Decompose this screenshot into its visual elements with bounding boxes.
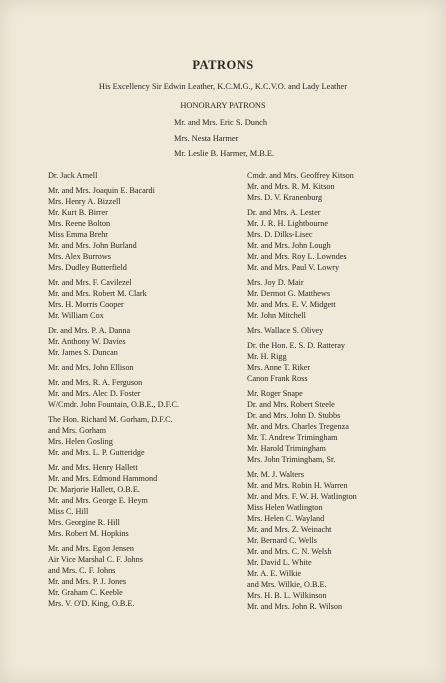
patron-name: Mr. and Mrs. R. M. Kitson [247, 182, 335, 191]
patron-name: Dr. Marjorie Hallett, O.B.E. [48, 485, 140, 494]
honorary-patron: Mrs. Nesta Harmer [174, 133, 239, 143]
patron-name: Mrs. Helen Gosling [48, 437, 113, 446]
honorary-patrons-heading: HONORARY PATRONS [180, 101, 266, 110]
patron-name: Mrs. John Trimingham, Sr. [247, 455, 336, 464]
patron-name: Mr. Harold Trimingham [247, 444, 326, 453]
patron-name: Mr. and Mrs. R. A. Ferguson [48, 378, 143, 387]
patron-name: Mr. and Mrs. Henry Hallett [48, 463, 138, 472]
patron-name: Mr. and Mrs. Charles Tregenza [247, 422, 349, 431]
patron-name: Mr. and Mrs. L. P. Gutteridge [48, 448, 145, 457]
patron-name: Mrs. H. B. L. Wilkinson [247, 591, 327, 600]
patron-name: Mr. M. J. Walters [247, 470, 304, 479]
patrons-right-column [247, 170, 442, 612]
patron-name: Mr. and Mrs. F. W. H. Watlington [247, 492, 357, 501]
patron-name: Dr. and Mrs. A. Lester [247, 208, 321, 217]
patron-name: Mrs. Alex Burrows [48, 252, 111, 261]
patron-name: Mr. and Mrs. George E. Heym [48, 496, 148, 505]
patron-name: Cmdr. and Mrs. Geoffrey Kitson [247, 171, 354, 180]
patron-name: Mrs. D. Dilks-Lisec [247, 230, 313, 239]
patron-name: Mr. and Mrs. Paul V. Lowry [247, 263, 340, 272]
patron-name: Mrs. Joy D. Mair [247, 278, 304, 287]
patron-name: Mr. and Mrs. Roy L. Lowndes [247, 252, 347, 261]
patron-name: Mrs. Reene Bolton [48, 219, 111, 228]
patron-name: Mr. H. Rigg [247, 352, 287, 361]
patron-name: Mr. William Cox [48, 311, 104, 320]
patron-name: W/Cmdr. John Fountain, O.B.E., D.F.C. [48, 400, 180, 409]
patron-name: Mrs. Wallace S. Olivey [247, 326, 324, 335]
patron-name: Mr. J. R. H. Lightbourne [247, 219, 328, 228]
patron-name: and Mrs. Gorham [48, 426, 106, 435]
patron-name: Mr. and Mrs. John Ellison [48, 363, 134, 372]
patron-name: Mr. Kurt B. Birrer [48, 208, 108, 217]
patron-name: Mr. Graham C. Keeble [48, 588, 123, 597]
patron-name: Mr. and Mrs. John Burland [48, 241, 137, 250]
patron-name: Mr. and Mrs. Edmond Hammond [48, 474, 158, 483]
honorary-patron: Mr. and Mrs. Eric S. Dunch [174, 118, 268, 127]
patron-name: Mr. and Mrs. Alec D. Foster [48, 389, 141, 398]
patron-name: Mr. and Mrs. P. J. Jones [48, 577, 127, 586]
patron-name: Mr. Bernard C. Wells [247, 536, 317, 545]
patron-name: Mr. and Mrs. Z. Weinacht [247, 525, 332, 534]
patron-name: Dr. Jack Arnell [48, 171, 98, 180]
patron-name: Mr. David L. White [247, 558, 312, 567]
patron-name: Mr. and Mrs. Joaquin E. Bacardi [48, 186, 155, 195]
patron-name: Mrs. Georgine R. Hill [48, 518, 120, 527]
patron-name: Mr. Roger Snape [247, 389, 303, 398]
patron-name: Mr. and Mrs. Robin H. Warren [247, 481, 348, 490]
patron-name: Mrs. H. Morris Cooper [48, 300, 124, 309]
patron-name: Mrs. Helen C. Wayland [247, 514, 325, 523]
patron-name: Dr. and Mrs. P. A. Danna [48, 326, 131, 335]
patron-name: Canon Frank Ross [247, 374, 308, 383]
page-title: PATRONS [192, 58, 254, 72]
patron-name: Mrs. Anne T. Riker [247, 363, 311, 372]
patron-name: Mr. and Mrs. E. V. Midgett [247, 300, 336, 309]
patron-name: Dr. the Hon. E. S. D. Ratteray [247, 341, 346, 350]
patrons-left-column [48, 170, 243, 609]
patron-name: Mrs. Henry A. Bizzell [48, 197, 121, 206]
patron-name: Mr. and Mrs. Robert M. Clark [48, 289, 147, 298]
patron-name: Mr. and Mrs. Egon Jensen [48, 544, 134, 553]
patron-name: Miss C. Hill [48, 507, 89, 516]
honorary-patron: Mr. Leslie B. Harmer, M.B.E. [174, 149, 275, 158]
patron-name: Miss Emma Brehr [48, 230, 109, 239]
patron-name: Mr. John Mitchell [247, 311, 306, 320]
patron-name: Dr. and Mrs. John D. Stubbs [247, 411, 341, 420]
patron-name: Mr. and Mrs. John R. Wilson [247, 602, 343, 611]
patron-name: Mrs. Robert M. Hopkins [48, 529, 129, 538]
patron-name: Mrs. D. V. Kranenburg [247, 193, 323, 202]
honorary-patrons-list [174, 115, 374, 162]
patron-name: Mr. Dermot G. Matthews [247, 289, 331, 298]
patron-name: Mr. T. Andrew Trimingham [247, 433, 338, 442]
patron-name: and Mrs. C. F. Johns [48, 566, 116, 575]
patron-name: Air Vice Marshal C. F. Johns [48, 555, 143, 564]
patron-name: Mr. and Mrs. John Lough [247, 241, 331, 250]
patron-name: Mrs. V. O'D. King, O.B.E. [48, 599, 135, 608]
patron-name: Mr. and Mrs. F. Cavilezel [48, 278, 132, 287]
patron-name: Mr. James S. Duncan [48, 348, 118, 357]
principal-patrons: His Excellency Sir Edwin Leather, K.C.M.G., K.C.V.O. and Lady Leather [98, 82, 348, 91]
patron-name: and Mrs. Wilkie, O.B.E. [247, 580, 327, 589]
patron-name: Miss Helen Watlington [247, 503, 323, 512]
patron-name: Mrs. Dudley Butterfield [48, 263, 127, 272]
patron-name: Dr. and Mrs. Robert Steele [247, 400, 335, 409]
patron-name: Mr. A. E. Wilkie [247, 569, 302, 578]
patron-name: Mr. and Mrs. C. N. Welsh [247, 547, 332, 556]
patron-name: Mr. Anthony W. Davies [48, 337, 126, 346]
patron-name: The Hon. Richard M. Gorham, D.F.C. [48, 415, 173, 424]
